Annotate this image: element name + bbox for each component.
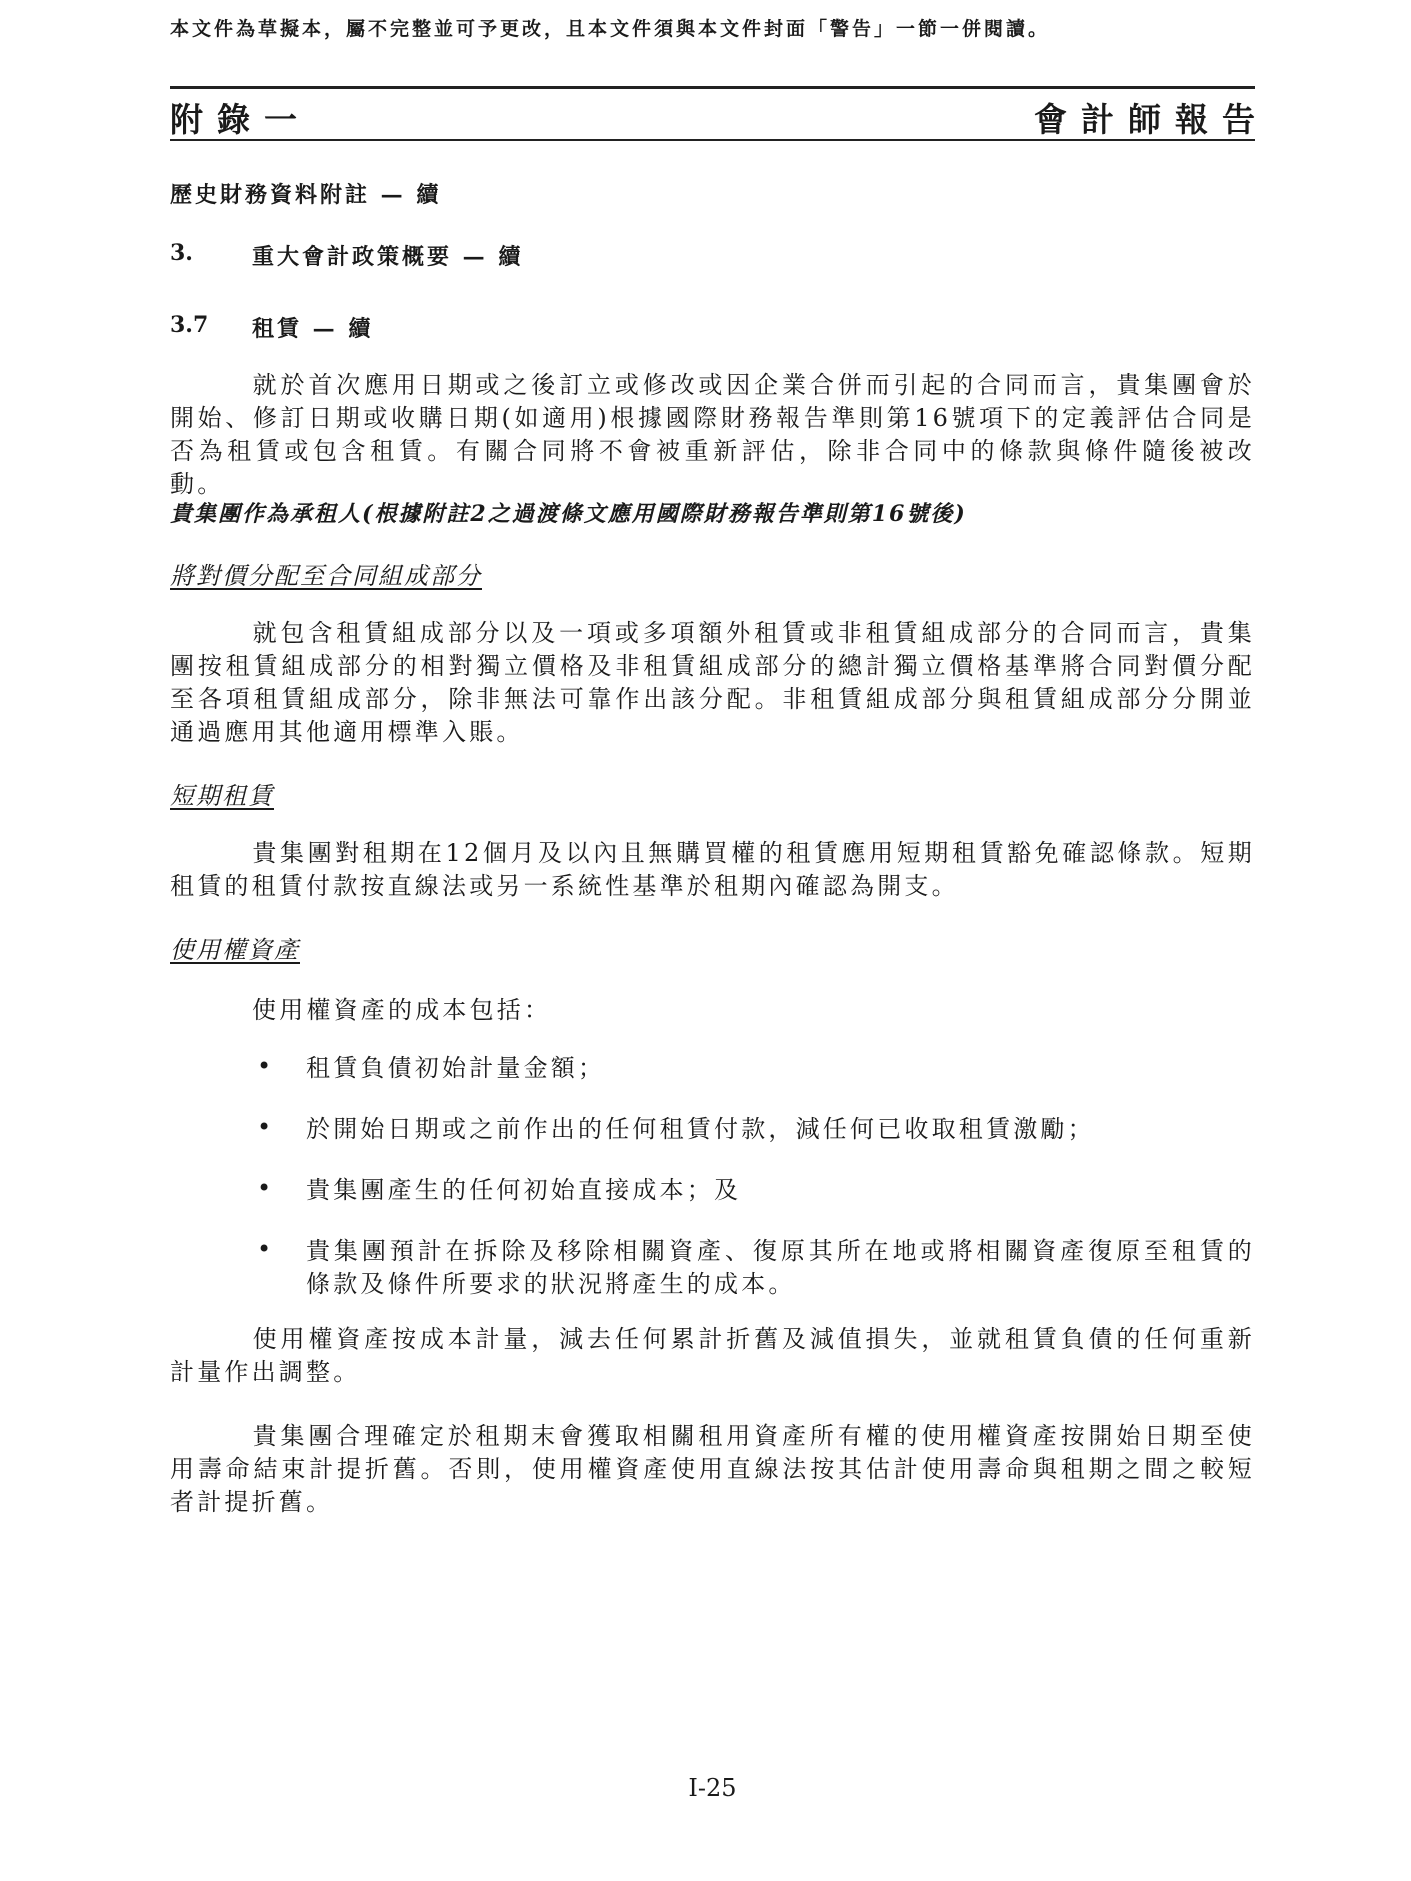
paragraph-short-term-lease: 貴集團對租期在12個月及以內且無購買權的租賃應用短期租賃豁免確認條款。短期租賃的租賃付款按直線法或另一系統性基準於租期內確認為開支。 — [170, 839, 1255, 900]
paragraph-allocation: 就包含租賃組成部分以及一項或多項額外租賃或非租賃組成部分的合同而言，貴集團按租賃組成部分的相對獨立價格及非租賃組成部分的總計獨立價格基準將合同對價分配至各項租賃組成部分，除非無法可靠作出該分配。非租賃組成部分與租賃組成部分分開並通過應用其他適用標準入賬。 — [170, 619, 1255, 746]
bullet-item: 貴集團預計在拆除及移除相關資產、復原其所在地或將相關資產復原至租賃的條款及條件所要求的狀況將產生的成本。 — [306, 1237, 1255, 1298]
document-page — [170, 0, 1269, 1881]
section-3-7-number: 3.7 — [170, 312, 209, 338]
subheading-short-term-lease: 短期租賃 — [170, 782, 274, 810]
page-number: I-25 — [688, 1774, 737, 1802]
bullet-item: 貴集團產生的任何初始直接成本；及 — [306, 1176, 742, 1204]
page-header — [170, 94, 1269, 139]
lessee-heading: 貴集團作為承租人(根據附註2之過渡條文應用國際財務報告準則第16號後) — [170, 501, 967, 527]
bullet-item: 於開始日期或之前作出的任何租賃付款，減任何已收取租賃激勵； — [306, 1115, 1095, 1143]
bullet-marker: • — [257, 1113, 272, 1141]
appendix-label: 附錄一 — [170, 100, 311, 139]
section-heading: 歷史財務資料附註 — 續 — [170, 182, 442, 208]
paragraph-depreciation: 貴集團合理確定於租期末會獲取相關租用資產所有權的使用權資產按開始日期至使用壽命結束計提折舊。否則，使用權資產使用直線法按其估計使用壽命與租期之間之較短者計提折舊。 — [170, 1422, 1255, 1516]
bullet-marker: • — [257, 1052, 272, 1080]
report-title: 會計師報告 — [1034, 100, 1269, 139]
subheading-right-of-use: 使用權資產 — [170, 936, 300, 964]
section-3-7-title: 租賃 — 續 — [252, 316, 374, 342]
paragraph-measurement: 使用權資產按成本計量，減去任何累計折舊及減值損失，並就租賃負債的任何重新計量作出調整。 — [170, 1325, 1255, 1386]
bullet-marker: • — [257, 1235, 272, 1263]
header-rule-bottom — [170, 139, 1255, 141]
section-3-title: 重大會計政策概要 — 續 — [252, 244, 524, 270]
right-of-use-intro: 使用權資產的成本包括： — [252, 996, 552, 1024]
header-rule-top — [170, 86, 1255, 89]
bullet-item: 租賃負債初始計量金額； — [306, 1054, 606, 1082]
section-3-number: 3. — [170, 240, 193, 266]
paragraph-lease-assessment: 就於首次應用日期或之後訂立或修改或因企業合併而引起的合同而言，貴集團會於開始、修訂日期或收購日期(如適用)根據國際財務報告準則第16號項下的定義評估合同是否為租賃或包含租賃。有關合同將不會被重新評估，除非合同中的條款與條件隨後被改動。 — [170, 371, 1255, 498]
bullet-marker: • — [257, 1174, 272, 1202]
subheading-allocation: 將對價分配至合同組成部分 — [170, 562, 482, 590]
draft-warning: 本文件為草擬本，屬不完整並可予更改，且本文件須與本文件封面「警告」一節一併閱讀。 — [170, 18, 1051, 40]
